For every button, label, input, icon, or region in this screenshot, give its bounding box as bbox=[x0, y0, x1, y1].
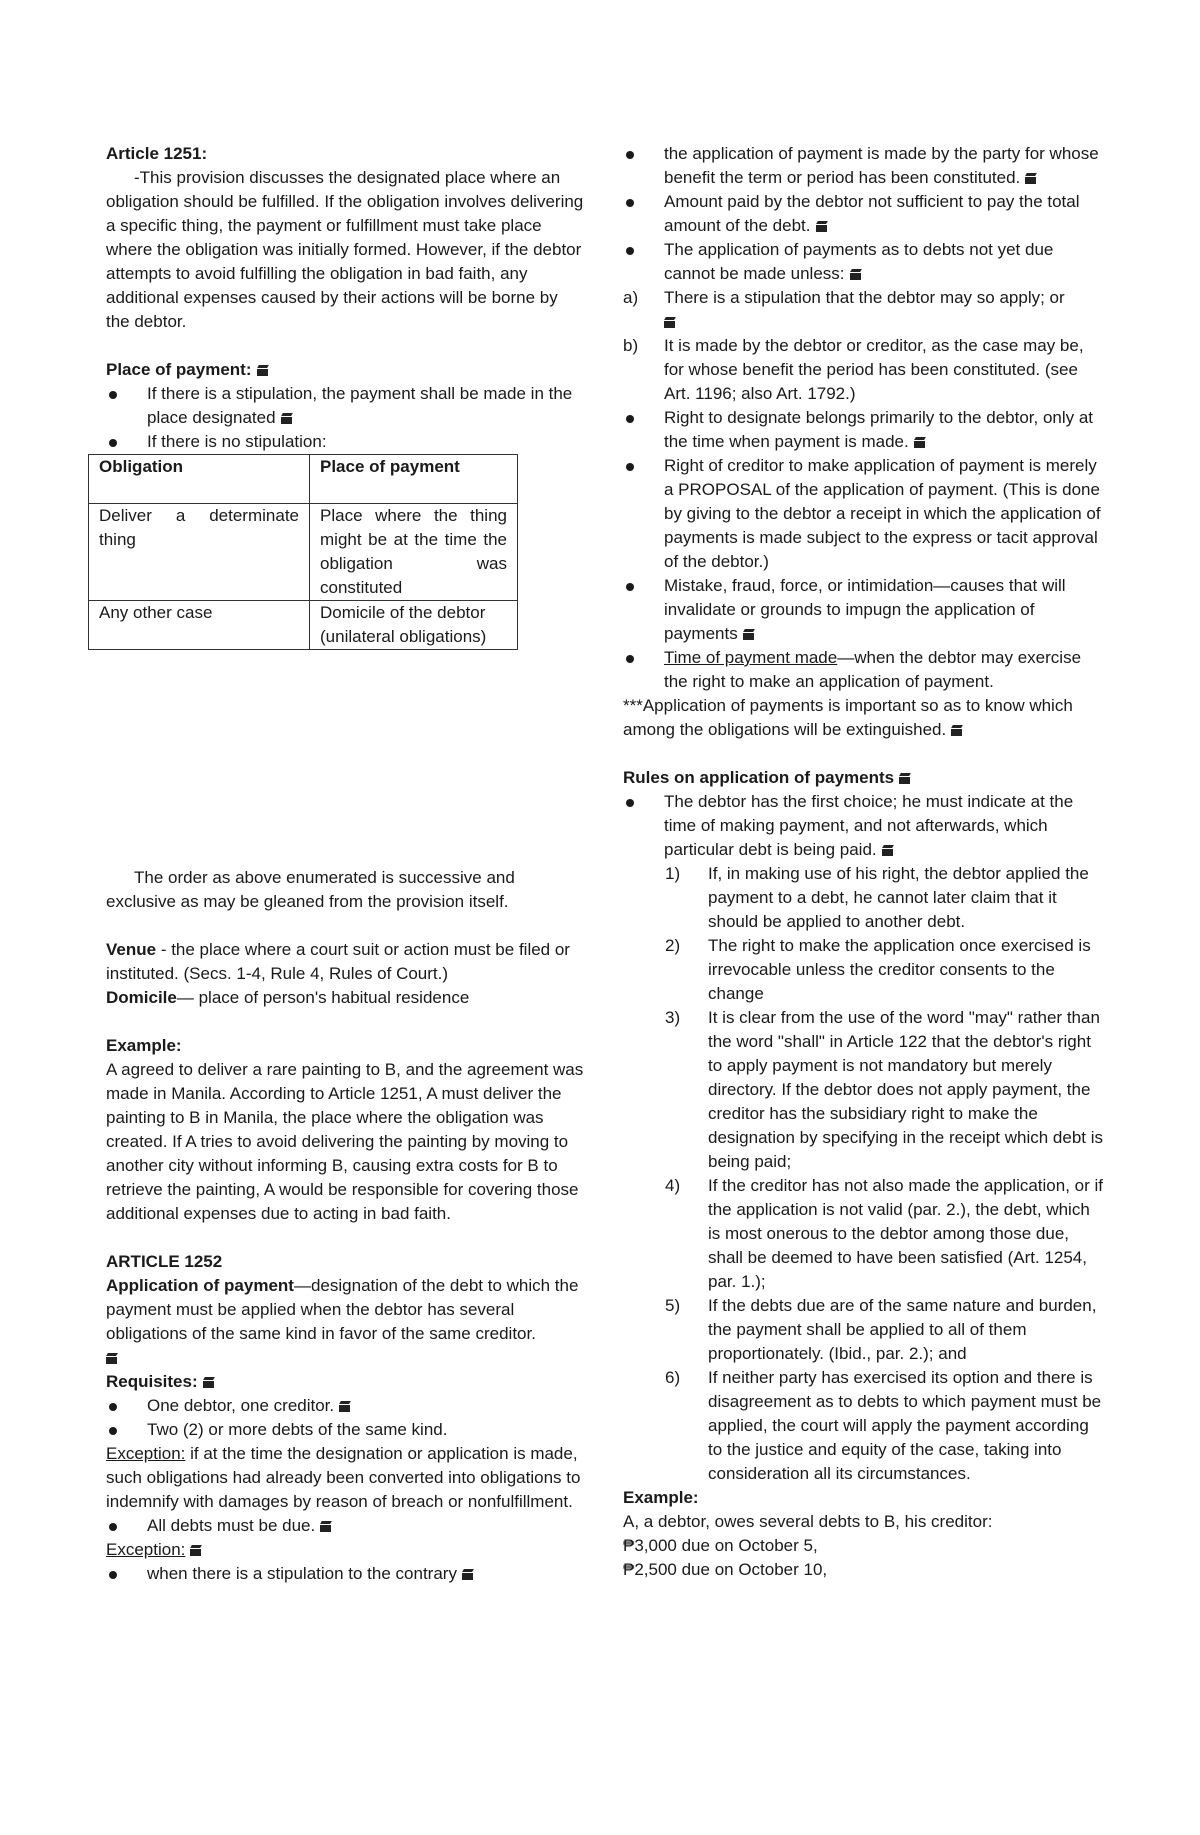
exception-text: Exception: if at the time the designation or application is made, such obligations had already been converted into obligations to indemnify with damages by reason of breach or nonfulfillment. bbox=[106, 1444, 581, 1511]
note-text: ***Application of payments is important so as to know which among the obligations will be extinguished. bbox=[623, 696, 1073, 739]
table-cell: Place where the thing might be at the time the obligation was constituted bbox=[310, 504, 518, 601]
clapperboard-icon bbox=[1025, 173, 1037, 184]
clapperboard-icon bbox=[339, 1401, 351, 1412]
clapperboard-icon bbox=[743, 629, 755, 640]
example-title: Example: bbox=[106, 1036, 182, 1055]
list-item: The debtor has the first choice; he must indicate at the time of making payment, and not afterwards, which particular debt is being paid. bbox=[623, 790, 1103, 862]
table-header-cell: Obligation bbox=[89, 455, 310, 504]
left-column bbox=[99, 142, 586, 1586]
example-title: Example: bbox=[623, 1488, 699, 1507]
list-item: One debtor, one creditor. bbox=[106, 1394, 586, 1418]
clapperboard-icon bbox=[899, 773, 911, 784]
rule-item: 1) If, in making use of his right, the debtor applied the payment to a debt, he cannot later claim that it should be applied to another debt. bbox=[665, 864, 1089, 931]
clapperboard-icon bbox=[320, 1521, 332, 1532]
rules-title: Rules on application of payments bbox=[623, 766, 1103, 790]
list-item: The application of payments as to debts not yet due cannot be made unless: bbox=[623, 238, 1103, 286]
list-item: when there is a stipulation to the contrary bbox=[106, 1562, 586, 1586]
clapperboard-icon bbox=[106, 1353, 118, 1364]
bullet-icon bbox=[109, 1427, 117, 1435]
bullet-icon bbox=[626, 799, 634, 807]
list-item: If there is no stipulation: bbox=[106, 430, 586, 454]
place-of-payment-table bbox=[88, 454, 518, 650]
bullet-icon bbox=[626, 655, 634, 663]
clapperboard-icon bbox=[281, 413, 293, 424]
bullet-icon bbox=[626, 583, 634, 591]
list-item: All debts must be due. bbox=[106, 1514, 586, 1538]
table-row bbox=[89, 601, 518, 650]
rule-item: 6) If neither party has exercised its option and there is disagreement as to debts to which payment must be applied, the court will apply the payment according to the justice and equity of the case, taking into consideration all its circumstances. bbox=[665, 1368, 1102, 1483]
clapperboard-icon bbox=[257, 365, 269, 376]
clapperboard-icon bbox=[816, 221, 828, 232]
example-text: A agreed to deliver a rare painting to B, and the agreement was made in Manila. According to Article 1251, A must deliver the painting to B in Manila, the place where the obligation was created. If A tries to avoid delivering the painting by moving to another city without informing B, causing extra costs for B to retrieve the painting, A would be responsible for covering those additional expenses due to acting in bad faith. bbox=[106, 1060, 584, 1223]
bullet-icon bbox=[109, 439, 117, 447]
list-item: Time of payment made—when the debtor may exercise the right to make an application of payment. bbox=[623, 646, 1103, 694]
article-1252-title: ARTICLE 1252 bbox=[106, 1252, 223, 1271]
clapperboard-icon bbox=[203, 1377, 215, 1388]
requisites-title: Requisites: bbox=[106, 1370, 586, 1394]
bullet-icon bbox=[626, 415, 634, 423]
bullet-icon bbox=[109, 1523, 117, 1531]
list-item: Amount paid by the debtor not sufficient to pay the total amount of the debt. bbox=[623, 190, 1103, 238]
table-cell: Deliver a determinate thing bbox=[89, 504, 310, 601]
clapperboard-icon bbox=[882, 845, 894, 856]
table-header-cell: Place of payment bbox=[310, 455, 518, 504]
list-item: Mistake, fraud, force, or intimidation—causes that will invalidate or grounds to impugn the application of payments bbox=[623, 574, 1103, 646]
place-of-payment-title: Place of payment: bbox=[106, 358, 586, 382]
list-item: a) There is a stipulation that the debtor may so apply; or bbox=[623, 286, 1103, 334]
clapperboard-icon bbox=[914, 437, 926, 448]
list-item: Right of creditor to make application of payment is merely a PROPOSAL of the application of payment. (This is done by giving to the debtor a receipt in which the application of payments is made subject to the express or tacit approval of the debtor.) bbox=[623, 454, 1103, 574]
rule-item: 4) If the creditor has not also made the application, or if the application is not valid (par. 2.), the debt, which is most onerous to the debtor among those due, shall be deemed to have been satisfied (Art. 1254, par. 1.); bbox=[665, 1176, 1104, 1291]
rule-item: 5) If the debts due are of the same nature and burden, the payment shall be applied to all of them proportionately. (Ibid., par. 2.); and bbox=[665, 1296, 1097, 1363]
rule-item: 3) It is clear from the use of the word "may" rather than the word "shall" in Article 122 that the debtor's right to apply payment is not mandatory but merely directory. If the debtor does not apply payment, the creditor has the subsidiary right to make the designation by specifying in the receipt which debt is being paid; bbox=[665, 1008, 1104, 1171]
rule-item: 2) The right to make the application once exercised is irrevocable unless the creditor consents to the change bbox=[665, 936, 1091, 1003]
example-line: ₱3,000 due on October 5, bbox=[623, 1536, 818, 1555]
article-1251-text: -This provision discusses the designated place where an obligation should be fulfilled. If the obligation involves delivering a specific thing, the payment or fulfillment must take place where the obligation was initially formed. However, if the debtor attempts to avoid fulfilling the obligation in bad faith, any additional expenses caused by their actions will be borne by the debtor. bbox=[106, 168, 584, 331]
bullet-icon bbox=[626, 463, 634, 471]
order-text: The order as above enumerated is successive and exclusive as may be gleaned from the provision itself. bbox=[106, 868, 515, 911]
bullet-icon bbox=[626, 247, 634, 255]
example-line: ₱2,500 due on October 10, bbox=[623, 1560, 828, 1579]
venue-definition: Venue - the place where a court suit or action must be filed or instituted. (Secs. 1-4, Rule 4, Rules of Court.) bbox=[106, 940, 570, 983]
application-of-payment-definition: Application of payment—designation of the debt to which the payment must be applied when the debtor has several obligations of the same kind in favor of the same creditor. bbox=[106, 1274, 586, 1370]
list-item: the application of payment is made by the party for whose benefit the term or period has been constituted. bbox=[623, 142, 1103, 190]
table-cell: Domicile of the debtor (unilateral obligations) bbox=[310, 601, 518, 650]
table-header-row bbox=[89, 455, 518, 504]
list-item: Two (2) or more debts of the same kind. bbox=[106, 1418, 586, 1442]
table-row bbox=[89, 504, 518, 601]
example-line: A, a debtor, owes several debts to B, his creditor: bbox=[623, 1512, 993, 1531]
right-column bbox=[623, 142, 1103, 1582]
bullet-icon bbox=[109, 391, 117, 399]
table-cell: Any other case bbox=[89, 601, 310, 650]
clapperboard-icon bbox=[190, 1545, 202, 1556]
clapperboard-icon bbox=[951, 725, 963, 736]
exception-label: Exception: bbox=[106, 1538, 586, 1562]
list-item: If there is a stipulation, the payment shall be made in the place designated bbox=[106, 382, 586, 430]
clapperboard-icon bbox=[850, 269, 862, 280]
bullet-icon bbox=[109, 1403, 117, 1411]
bullet-icon bbox=[626, 151, 634, 159]
domicile-definition: Domicile— place of person's habitual residence bbox=[106, 988, 470, 1007]
list-item: b) It is made by the debtor or creditor, as the case may be, for whose benefit the period has been constituted. (see Art. 1196; also Art. 1792.) bbox=[623, 336, 1084, 403]
bullet-icon bbox=[109, 1571, 117, 1579]
list-item: Right to designate belongs primarily to the debtor, only at the time when payment is made. bbox=[623, 406, 1103, 454]
clapperboard-icon bbox=[462, 1569, 474, 1580]
bullet-icon bbox=[626, 199, 634, 207]
clapperboard-icon bbox=[664, 317, 676, 328]
article-1251-title: Article 1251: bbox=[106, 144, 208, 163]
